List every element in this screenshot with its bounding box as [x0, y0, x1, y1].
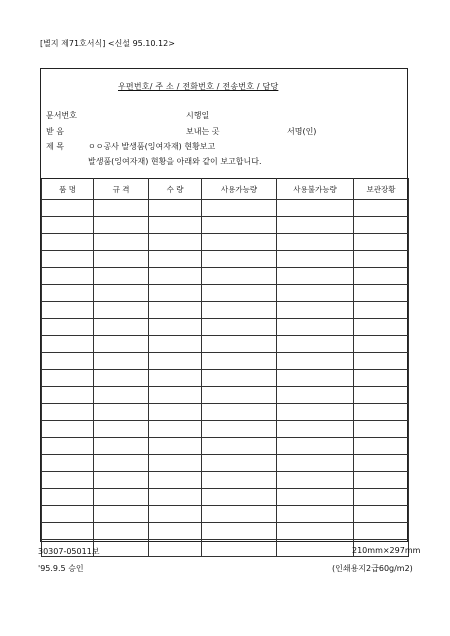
table-row — [42, 234, 409, 251]
table-cell — [94, 251, 149, 268]
table-cell — [42, 353, 94, 370]
table-cell — [277, 506, 354, 523]
table-row — [42, 455, 409, 472]
table-cell — [277, 319, 354, 336]
table-cell — [42, 455, 94, 472]
table-cell — [354, 285, 409, 302]
table-cell — [277, 455, 354, 472]
signature-label: 서명(인) — [287, 127, 317, 136]
table-cell — [94, 370, 149, 387]
table-cell — [277, 353, 354, 370]
table-cell — [42, 200, 94, 217]
table-cell — [149, 200, 202, 217]
table-row — [42, 489, 409, 506]
table-cell — [202, 319, 277, 336]
table-cell — [202, 472, 277, 489]
table-cell — [354, 268, 409, 285]
table-cell — [149, 404, 202, 421]
table-cell — [354, 200, 409, 217]
table-cell — [149, 506, 202, 523]
table-cell — [354, 489, 409, 506]
table-cell — [94, 200, 149, 217]
table-cell — [42, 268, 94, 285]
table-row — [42, 523, 409, 540]
body-text: 발생품(잉여자재) 현황을 아래와 같이 보고합니다. — [88, 157, 262, 166]
paper-spec: (인쇄용지2급60g/m2) — [332, 564, 413, 573]
table-cell — [202, 455, 277, 472]
table-cell — [42, 438, 94, 455]
table-cell — [149, 319, 202, 336]
table-cell — [354, 438, 409, 455]
table-cell — [354, 302, 409, 319]
table-cell — [94, 404, 149, 421]
table-row — [42, 268, 409, 285]
table-cell — [149, 285, 202, 302]
table-row — [42, 319, 409, 336]
table-cell — [354, 319, 409, 336]
table-cell — [149, 251, 202, 268]
table-cell — [94, 523, 149, 540]
table-cell — [42, 234, 94, 251]
table-cell — [149, 523, 202, 540]
doc-no-label: 문서번호 — [46, 111, 77, 120]
table-cell — [42, 421, 94, 438]
table-cell — [149, 268, 202, 285]
table-cell — [42, 302, 94, 319]
table-cell — [42, 404, 94, 421]
table-cell — [202, 438, 277, 455]
table-cell — [94, 353, 149, 370]
table-cell — [202, 523, 277, 540]
table-cell — [277, 302, 354, 319]
table-cell — [277, 387, 354, 404]
table-row — [42, 200, 409, 217]
table-cell — [202, 387, 277, 404]
table-cell — [42, 506, 94, 523]
table-row — [42, 217, 409, 234]
subject-label: 제 목 — [46, 142, 64, 151]
table-row — [42, 472, 409, 489]
table-row — [42, 438, 409, 455]
table-row — [42, 285, 409, 302]
table-cell — [354, 455, 409, 472]
table-cell — [202, 268, 277, 285]
table-cell — [42, 523, 94, 540]
table-cell — [149, 234, 202, 251]
table-row — [42, 353, 409, 370]
table-cell — [94, 387, 149, 404]
table-row — [42, 251, 409, 268]
table-row — [42, 336, 409, 353]
table-cell — [94, 302, 149, 319]
table-cell — [94, 438, 149, 455]
table-cell — [277, 421, 354, 438]
subject-text: ㅇㅇ공사 발생품(잉여자재) 현황보고 — [88, 142, 216, 151]
table-cell — [354, 370, 409, 387]
table-cell — [94, 506, 149, 523]
table-cell — [354, 217, 409, 234]
date-label: 시행일 — [186, 111, 210, 120]
table-cell — [277, 438, 354, 455]
table-cell — [42, 472, 94, 489]
table-cell — [42, 285, 94, 302]
table-cell — [94, 472, 149, 489]
table-cell — [202, 217, 277, 234]
table-cell — [42, 387, 94, 404]
table-cell — [277, 268, 354, 285]
table-cell — [149, 387, 202, 404]
approval-date: '95.9.5 승인 — [38, 564, 84, 573]
table-row — [42, 404, 409, 421]
table-cell — [42, 489, 94, 506]
table-cell — [149, 489, 202, 506]
table-cell — [149, 302, 202, 319]
table-cell — [94, 540, 149, 557]
table-row — [42, 387, 409, 404]
table-cell — [277, 370, 354, 387]
table-cell — [202, 302, 277, 319]
table-cell — [277, 540, 354, 557]
table-cell — [202, 251, 277, 268]
col-storage: 보관장황 — [354, 179, 409, 200]
table-cell — [354, 251, 409, 268]
table-cell — [94, 489, 149, 506]
table-cell — [149, 336, 202, 353]
sender-label: 보내는 곳 — [186, 127, 220, 136]
table-cell — [42, 370, 94, 387]
table-cell — [354, 523, 409, 540]
table-cell — [94, 268, 149, 285]
table-cell — [94, 455, 149, 472]
table-cell — [277, 251, 354, 268]
table-cell — [202, 540, 277, 557]
col-usable: 사용가능량 — [202, 179, 277, 200]
table-cell — [94, 336, 149, 353]
form-code: 30307-05011보 — [38, 547, 100, 556]
table-cell — [202, 353, 277, 370]
table-row — [42, 506, 409, 523]
table-cell — [149, 438, 202, 455]
paper-size: 210mm×297mm — [352, 546, 421, 555]
table-cell — [42, 319, 94, 336]
table-cell — [202, 200, 277, 217]
table-cell — [202, 421, 277, 438]
table-cell — [354, 421, 409, 438]
table-cell — [202, 506, 277, 523]
table-cell — [277, 523, 354, 540]
table-cell — [94, 234, 149, 251]
table-cell — [94, 285, 149, 302]
table-cell — [149, 217, 202, 234]
table-cell — [354, 472, 409, 489]
items-table — [41, 178, 409, 557]
table-row — [42, 421, 409, 438]
table-cell — [42, 336, 94, 353]
table-cell — [149, 370, 202, 387]
table-cell — [94, 217, 149, 234]
form-id: [별지 제71호서식] <신설 95.10.12> — [40, 39, 175, 48]
table-cell — [354, 336, 409, 353]
table-cell — [354, 387, 409, 404]
table-cell — [277, 336, 354, 353]
table-cell — [202, 370, 277, 387]
table-cell — [277, 217, 354, 234]
table-cell — [42, 251, 94, 268]
to-label: 받 음 — [46, 127, 64, 136]
table-cell — [42, 217, 94, 234]
table-cell — [94, 421, 149, 438]
table-cell — [202, 404, 277, 421]
table-cell — [202, 336, 277, 353]
table-cell — [202, 285, 277, 302]
table-cell — [149, 353, 202, 370]
table-header-row — [42, 179, 409, 200]
col-unusable: 사용불가능량 — [277, 179, 354, 200]
header-line: 우편번호/ 주 소 / 전화번호 / 전송번호 / 담당 — [118, 82, 279, 91]
table-cell — [277, 285, 354, 302]
table-cell — [277, 489, 354, 506]
col-item-name: 품 명 — [42, 179, 94, 200]
table-cell — [277, 200, 354, 217]
table-cell — [202, 489, 277, 506]
col-spec: 규 격 — [94, 179, 149, 200]
table-cell — [277, 472, 354, 489]
table-cell — [354, 404, 409, 421]
table-row — [42, 370, 409, 387]
table-cell — [354, 234, 409, 251]
table-cell — [149, 455, 202, 472]
table-cell — [149, 472, 202, 489]
table-cell — [202, 234, 277, 251]
col-quantity: 수 량 — [149, 179, 202, 200]
table-cell — [354, 506, 409, 523]
table-cell — [354, 353, 409, 370]
table-cell — [149, 421, 202, 438]
table-cell — [94, 319, 149, 336]
table-cell — [277, 234, 354, 251]
table-row — [42, 302, 409, 319]
table-cell — [277, 404, 354, 421]
table-cell — [149, 540, 202, 557]
